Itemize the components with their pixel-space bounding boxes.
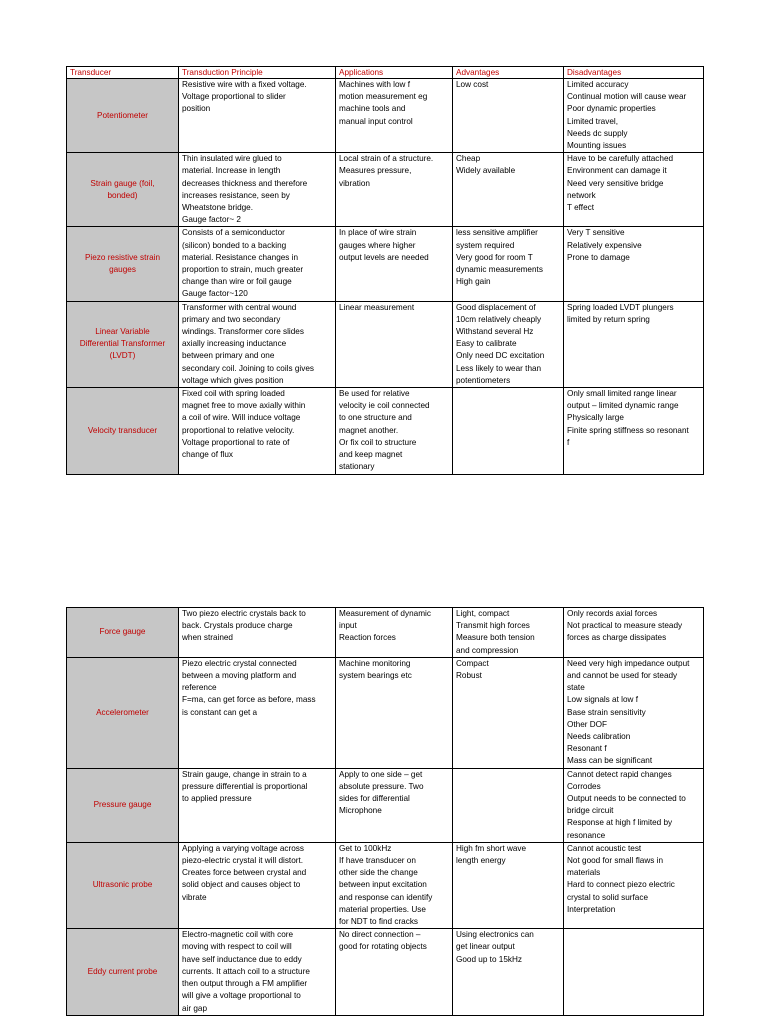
disadvantages-cell	[564, 842, 704, 928]
disadvantages-cell	[564, 153, 704, 227]
applications-cell	[336, 153, 453, 227]
advantages-line: Transmit high forces	[456, 621, 530, 631]
advantages-line: and compression	[456, 645, 519, 655]
applications-line: between input excitation	[339, 880, 427, 890]
principle-line: Creates force between crystal and	[182, 868, 307, 878]
advantages-line: system required	[456, 240, 515, 250]
applications-line: motion measurement eg	[339, 92, 428, 102]
table-row	[67, 657, 704, 768]
name-line: Ultrasonic probe	[92, 880, 153, 890]
principle-cell	[179, 301, 336, 387]
disadvantages-line: Have to be carefully attached	[567, 154, 674, 164]
principle-line: when strained	[182, 633, 233, 643]
disadvantages-line: Mounting issues	[567, 141, 627, 151]
advantages-line: Good up to 15kHz	[456, 954, 522, 964]
applications-line: Machine monitoring	[339, 658, 411, 668]
principle-line: change than wire or foil gauge	[182, 277, 292, 287]
applications-line: absolute pressure. Two	[339, 781, 424, 791]
disadvantages-line: T effect	[567, 203, 595, 213]
disadvantages-line: Corrodes	[567, 781, 601, 791]
applications-line: Measures pressure,	[339, 166, 412, 176]
advantages-line: Light, compact	[456, 609, 510, 618]
principle-line: secondary coil. Joining to coils gives	[182, 363, 314, 373]
header-principle: Transduction Principle	[179, 67, 336, 79]
applications-line: vibration	[339, 178, 370, 188]
disadvantages-line: Relatively expensive	[567, 240, 642, 250]
principle-cell	[179, 929, 336, 1015]
header-advantages: Advantages	[453, 67, 564, 79]
principle-cell	[179, 153, 336, 227]
disadvantages-cell	[564, 608, 704, 658]
principle-cell	[179, 79, 336, 153]
applications-cell	[336, 657, 453, 768]
header-applications: Applications	[336, 67, 453, 79]
principle-line: Voltage proportional to rate of	[182, 437, 290, 447]
transducer-name-cell	[67, 929, 179, 1015]
advantages-cell	[453, 301, 564, 387]
applications-line: Reaction forces	[339, 633, 396, 643]
disadvantages-line: Need very high impedance output	[567, 658, 690, 668]
table-row	[67, 842, 704, 928]
table-row	[67, 608, 704, 658]
advantages-line: Cheap	[456, 154, 481, 164]
principle-line: increases resistance, seen by	[182, 190, 290, 200]
advantages-cell	[453, 608, 564, 658]
applications-line: and keep magnet	[339, 450, 403, 460]
applications-line: Measurement of dynamic	[339, 609, 431, 618]
principle-line: proportion to strain, much greater	[182, 265, 304, 275]
principle-cell	[179, 227, 336, 301]
table-row	[67, 388, 704, 474]
applications-line: material properties. Use	[339, 904, 426, 914]
principle-line: a coil of wire. Will induce voltage	[182, 413, 301, 423]
disadvantages-line: Spring loaded LVDT plungers	[567, 302, 674, 312]
disadvantages-line: state	[567, 683, 585, 693]
name-line: bonded)	[107, 190, 138, 200]
name-line: Linear Variable	[95, 327, 150, 337]
principle-line: then output through a FM amplifier	[182, 979, 308, 989]
principle-line: Strain gauge, change in strain to a	[182, 769, 307, 779]
advantages-line: length energy	[456, 856, 506, 866]
disadvantages-cell	[564, 227, 704, 301]
applications-line: velocity ie coil connected	[339, 401, 430, 411]
applications-line: If have transducer on	[339, 856, 416, 866]
principle-line: Gauge factor~ 2	[182, 215, 241, 225]
advantages-line: get linear output	[456, 942, 515, 952]
transducer-name-cell	[67, 842, 179, 928]
principle-line: reference	[182, 683, 217, 693]
disadvantages-line: materials	[567, 868, 601, 878]
table-row	[67, 768, 704, 842]
advantages-line: Withstand several Hz	[456, 327, 534, 337]
disadvantages-line: limited by return spring	[567, 314, 650, 324]
principle-line: air gap	[182, 1003, 208, 1013]
principle-line: Transformer with central wound	[182, 302, 297, 312]
applications-cell	[336, 929, 453, 1015]
table-row	[67, 929, 704, 1015]
name-line: (LVDT)	[109, 351, 136, 361]
disadvantages-line: Not good for small flaws in	[567, 856, 664, 866]
applications-line: Local strain of a structure.	[339, 154, 434, 164]
disadvantages-line: Needs calibration	[567, 732, 631, 742]
principle-line: (silicon) bonded to a backing	[182, 240, 287, 250]
advantages-cell	[453, 842, 564, 928]
disadvantages-line: Only small limited range linear	[567, 389, 677, 399]
disadvantages-line: crystal to solid surface	[567, 892, 648, 902]
principle-line: Piezo electric crystal connected	[182, 658, 297, 668]
applications-cell	[336, 842, 453, 928]
principle-line: to applied pressure	[182, 794, 252, 804]
principle-line: is constant can get a	[182, 707, 258, 717]
disadvantages-line: Limited travel,	[567, 116, 618, 126]
disadvantages-line: Physically large	[567, 413, 624, 423]
applications-line: good for rotating objects	[339, 942, 427, 952]
advantages-line: Widely available	[456, 166, 516, 176]
principle-cell	[179, 768, 336, 842]
disadvantages-line: Cannot detect rapid changes	[567, 769, 672, 779]
applications-cell	[336, 388, 453, 474]
advantages-line: Only need DC excitation	[456, 351, 545, 361]
principle-line: Voltage proportional to slider	[182, 92, 286, 102]
principle-line: currents. It attach coil to a structure	[182, 966, 310, 976]
advantages-cell	[453, 388, 564, 474]
principle-line: back. Crystals produce charge	[182, 621, 293, 631]
applications-line: to one structure and	[339, 413, 412, 423]
disadvantages-line: Finite spring stiffness so resonant	[567, 425, 689, 435]
disadvantages-line: Very T sensitive	[567, 228, 625, 238]
advantages-line: Low cost	[456, 80, 489, 89]
principle-line: windings. Transformer core slides	[182, 327, 304, 337]
name-line: Potentiometer	[97, 110, 148, 120]
disadvantages-line: Output needs to be connected to	[567, 794, 686, 804]
principle-line: pressure differential is proportional	[182, 781, 308, 791]
disadvantages-line: Base strain sensitivity	[567, 707, 646, 717]
principle-line: Fixed coil with spring loaded	[182, 389, 285, 399]
transducer-name-cell	[67, 79, 179, 153]
advantages-line: Very good for room T	[456, 252, 533, 262]
disadvantages-line: Poor dynamic properties	[567, 104, 656, 114]
name-line: Pressure gauge	[93, 800, 152, 810]
principle-line: Applying a varying voltage across	[182, 843, 304, 853]
applications-line: magnet another.	[339, 425, 399, 435]
principle-cell	[179, 657, 336, 768]
disadvantages-line: Environment can damage it	[567, 166, 667, 176]
applications-line: Or fix coil to structure	[339, 437, 417, 447]
principle-cell	[179, 608, 336, 658]
applications-line: sides for differential	[339, 794, 410, 804]
principle-line: change of flux	[182, 450, 233, 460]
advantages-line: High gain	[456, 277, 491, 287]
advantages-cell	[453, 657, 564, 768]
disadvantages-line: bridge circuit	[567, 806, 614, 816]
applications-line: stationary	[339, 462, 375, 472]
header-row	[67, 67, 704, 79]
advantages-line: less sensitive amplifier	[456, 228, 538, 238]
disadvantages-cell	[564, 768, 704, 842]
disadvantages-line: Limited accuracy	[567, 80, 629, 89]
applications-cell	[336, 768, 453, 842]
principle-line: material. Resistance changes in	[182, 252, 299, 262]
principle-line: axially increasing inductance	[182, 339, 287, 349]
transducer-table-1	[66, 66, 704, 475]
principle-line: between primary and one	[182, 351, 275, 361]
transducer-name-cell	[67, 608, 179, 658]
advantages-cell	[453, 768, 564, 842]
advantages-line: Using electronics can	[456, 930, 534, 940]
applications-line: other side the change	[339, 868, 418, 878]
transducer-name-cell	[67, 657, 179, 768]
principle-line: Wheatstone bridge.	[182, 203, 254, 213]
advantages-line: Robust	[456, 671, 482, 681]
name-line: Velocity transducer	[87, 425, 158, 435]
disadvantages-line: Mass can be significant	[567, 756, 653, 766]
applications-line: and response can identify	[339, 892, 433, 902]
transducer-name-cell	[67, 388, 179, 474]
principle-line: vibrate	[182, 892, 207, 902]
table-row	[67, 227, 704, 301]
applications-line: Linear measurement	[339, 302, 415, 312]
transducer-name-cell	[67, 153, 179, 227]
name-line: gauges	[109, 265, 136, 275]
principle-line: material. Increase in length	[182, 166, 281, 176]
advantages-line: potentiometers	[456, 375, 511, 385]
advantages-line: Measure both tension	[456, 633, 535, 643]
disadvantages-line: Continual motion will cause wear	[567, 92, 687, 102]
disadvantages-cell	[564, 929, 704, 1015]
applications-cell	[336, 79, 453, 153]
transducer-table-2	[66, 607, 704, 1016]
principle-cell	[179, 388, 336, 474]
advantages-line: Less likely to wear than	[456, 363, 542, 373]
principle-line: will give a voltage proportional to	[182, 991, 301, 1001]
table-row	[67, 79, 704, 153]
applications-line: In place of wire strain	[339, 228, 417, 238]
applications-line: input	[339, 621, 357, 631]
principle-line: Gauge factor~120	[182, 289, 248, 299]
transducer-name-cell	[67, 301, 179, 387]
disadvantages-line: Needs dc supply	[567, 128, 628, 138]
applications-line: Apply to one side – get	[339, 769, 423, 779]
disadvantages-line: output – limited dynamic range	[567, 401, 679, 411]
applications-line: No direct connection –	[339, 930, 421, 940]
name-line: Piezo resistive strain	[84, 252, 161, 262]
principle-line: position	[182, 104, 211, 114]
applications-line: system bearings etc	[339, 671, 412, 681]
disadvantages-line: Cannot acoustic test	[567, 843, 642, 853]
principle-line: primary and two secondary	[182, 314, 281, 324]
disadvantages-cell	[564, 301, 704, 387]
principle-line: decreases thickness and therefore	[182, 178, 308, 188]
advantages-cell	[453, 153, 564, 227]
disadvantages-line: f	[567, 437, 570, 447]
principle-line: Thin insulated wire glued to	[182, 154, 282, 164]
header-disadvantages: Disadvantages	[564, 67, 704, 79]
disadvantages-line: Response at high f limited by	[567, 818, 673, 828]
disadvantages-line: Only records axial forces	[567, 609, 658, 618]
table-row	[67, 301, 704, 387]
applications-line: for NDT to find cracks	[339, 917, 419, 927]
name-line: Eddy current probe	[87, 966, 158, 976]
disadvantages-line: forces as charge dissipates	[567, 633, 667, 643]
disadvantages-line: Interpretation	[567, 904, 616, 914]
principle-line: Electro-magnetic coil with core	[182, 930, 294, 940]
principle-line: magnet free to move axially within	[182, 401, 306, 411]
principle-line: piezo-electric crystal it will distort.	[182, 856, 304, 866]
principle-line: Resistive wire with a fixed voltage.	[182, 80, 307, 89]
disadvantages-line: network	[567, 190, 596, 200]
applications-cell	[336, 227, 453, 301]
applications-line: Microphone	[339, 806, 382, 816]
principle-line: have self inductance due to eddy	[182, 954, 302, 964]
transducer-name-cell	[67, 227, 179, 301]
disadvantages-line: Prone to damage	[567, 252, 630, 262]
principle-cell	[179, 842, 336, 928]
principle-line: F=ma, can get force as before, mass	[182, 695, 316, 705]
applications-cell	[336, 608, 453, 658]
name-line: Differential Transformer	[79, 339, 166, 349]
name-line: Accelerometer	[96, 707, 149, 717]
disadvantages-line: Other DOF	[567, 719, 608, 729]
name-line: Strain gauge (foil,	[90, 178, 155, 188]
advantages-line: 10cm relatively cheaply	[456, 314, 542, 324]
disadvantages-line: Need very sensitive bridge	[567, 178, 664, 188]
transducer-name-cell	[67, 768, 179, 842]
advantages-line: Easy to calibrate	[456, 339, 517, 349]
disadvantages-cell	[564, 657, 704, 768]
disadvantages-line: Hard to connect piezo electric	[567, 880, 675, 890]
header-transducer: Transducer	[67, 67, 179, 79]
principle-line: voltage which gives position	[182, 375, 284, 385]
applications-line: Machines with low f	[339, 80, 410, 89]
disadvantages-line: Not practical to measure steady	[567, 621, 683, 631]
applications-line: output levels are needed	[339, 252, 429, 262]
name-line: Force gauge	[99, 627, 146, 637]
advantages-cell	[453, 227, 564, 301]
advantages-line: High fm short wave	[456, 843, 527, 853]
principle-line: proportional to relative velocity.	[182, 425, 295, 435]
applications-cell	[336, 301, 453, 387]
advantages-line: dynamic measurements	[456, 265, 543, 275]
principle-line: Two piezo electric crystals back to	[182, 609, 306, 618]
applications-line: Be used for relative	[339, 389, 410, 399]
principle-line: between a moving platform and	[182, 671, 297, 681]
disadvantages-line: Resonant f	[567, 744, 607, 754]
advantages-line: Good displacement of	[456, 302, 536, 312]
disadvantages-cell	[564, 79, 704, 153]
table-row	[67, 153, 704, 227]
principle-line: Consists of a semiconductor	[182, 228, 285, 238]
applications-line: machine tools and	[339, 104, 406, 114]
principle-line: moving with respect to coil will	[182, 942, 292, 952]
disadvantages-line: and cannot be used for steady	[567, 671, 678, 681]
applications-line: manual input control	[339, 116, 413, 126]
disadvantages-cell	[564, 388, 704, 474]
principle-line: solid object and causes object to	[182, 880, 301, 890]
disadvantages-line: resonance	[567, 830, 606, 840]
applications-line: Get to 100kHz	[339, 843, 392, 853]
advantages-line: Compact	[456, 658, 489, 668]
advantages-cell	[453, 929, 564, 1015]
disadvantages-line: Low signals at low f	[567, 695, 638, 705]
applications-line: gauges where higher	[339, 240, 416, 250]
advantages-cell	[453, 79, 564, 153]
